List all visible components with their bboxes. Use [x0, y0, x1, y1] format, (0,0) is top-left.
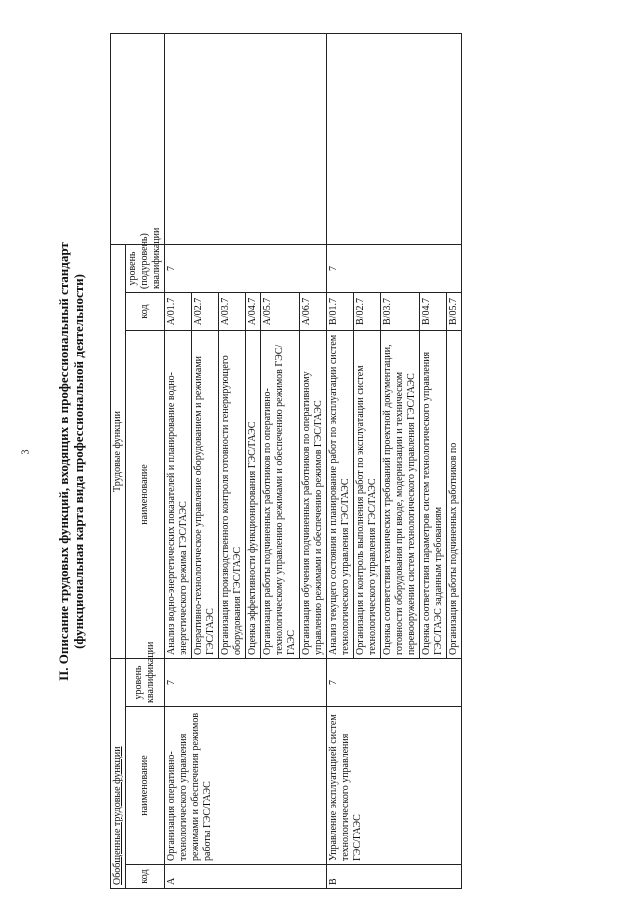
function-code: A/06.7: [300, 293, 327, 331]
header-name: наименование: [126, 707, 165, 865]
function-name: Анализ водно-энергетических показателей и планирование водно-энергетического режима ГЭС/ГАЭС: [165, 331, 192, 659]
function-name: Оценка соответствия технических требований проектной документации, готовности оборудования при вводе, модернизации и техническом перевооружении систем технологического управления ГЭС/ГАЭС: [381, 331, 420, 659]
function-sublevel: 7: [327, 245, 462, 293]
function-code: B/01.7: [327, 293, 354, 331]
function-code: B/04.7: [420, 293, 447, 331]
function-code: B/05.7: [447, 293, 462, 331]
group-name: Управление эксплуатацией систем технологического управления ГЭС/ГАЭС: [327, 707, 462, 865]
header-row-groups: [111, 34, 126, 889]
group-level: 7: [165, 659, 327, 707]
function-name: Организация производственного контроля готовности генерирующего оборудования ГЭС/ГАЭС: [219, 331, 246, 659]
function-code: A/03.7: [219, 293, 246, 331]
function-name: Организация работы подчиненных работников по: [447, 331, 462, 659]
header-generalized: Обобщенные трудовые функции: [111, 659, 126, 889]
function-sublevel: 7: [165, 245, 327, 293]
function-name: Организация работы подчиненных работников по оперативно-технологическому управлению режимами и обеспечению режимов ГЭС/ГАЭС: [261, 331, 300, 659]
group-code: B: [327, 865, 462, 889]
function-name: Организация и контроль выполнения работ по эксплуатации систем технологического управления ГЭС/ГАЭС: [354, 331, 381, 659]
table-row: [165, 34, 192, 889]
function-name: Анализ текущего состояния и планирование работ по эксплуатации систем технологического управления ГЭС/ГАЭС: [327, 331, 354, 659]
function-code: A/04.7: [246, 293, 261, 331]
function-name: Оценка эффективности функционирования ГЭС/ГАЭС: [246, 331, 261, 659]
header-blank: [111, 34, 165, 245]
page-number: 3: [20, 449, 32, 455]
function-code: A/05.7: [261, 293, 300, 331]
section-title: [56, 34, 86, 889]
group-name: Организация оперативно-технологического управления режимами и обеспечения режимов работы ГЭС/ГАЭС: [165, 707, 327, 865]
empty-cell: [165, 34, 327, 245]
title-line-2: (функциональная карта вида профессиональной деятельности): [71, 274, 86, 649]
header-code: код: [126, 865, 165, 889]
title-line-1: II. Описание трудовых функций, входящих в профессиональный стандарт: [56, 242, 71, 681]
empty-cell: [327, 34, 462, 245]
function-name: Оценка соответствия параметров систем технологического управления ГЭС/ГАЭС заданным требованиям: [420, 331, 447, 659]
function-code: B/02.7: [354, 293, 381, 331]
function-code: B/03.7: [381, 293, 420, 331]
header-sublevel: уровень (подуровень) квалификации: [126, 245, 165, 293]
header-function-code: код: [126, 293, 165, 331]
functional-map-table: [110, 33, 462, 889]
table-row: [327, 34, 354, 889]
header-function-name: наименование: [126, 331, 165, 659]
function-name: Оперативно-технологическое управление оборудованием и режимами ГЭС/ГАЭС: [192, 331, 219, 659]
header-labor: Трудовые функции: [111, 245, 126, 659]
group-code: A: [165, 865, 327, 889]
function-code: A/01.7: [165, 293, 192, 331]
function-name: Организация обучения подчиненных работников по оперативному управлению режимами и обеспечению режимов ГЭС/ГАЭС: [300, 331, 327, 659]
group-level: 7: [327, 659, 462, 707]
function-code: A/02.7: [192, 293, 219, 331]
header-level: уровень квалификации: [126, 659, 165, 707]
